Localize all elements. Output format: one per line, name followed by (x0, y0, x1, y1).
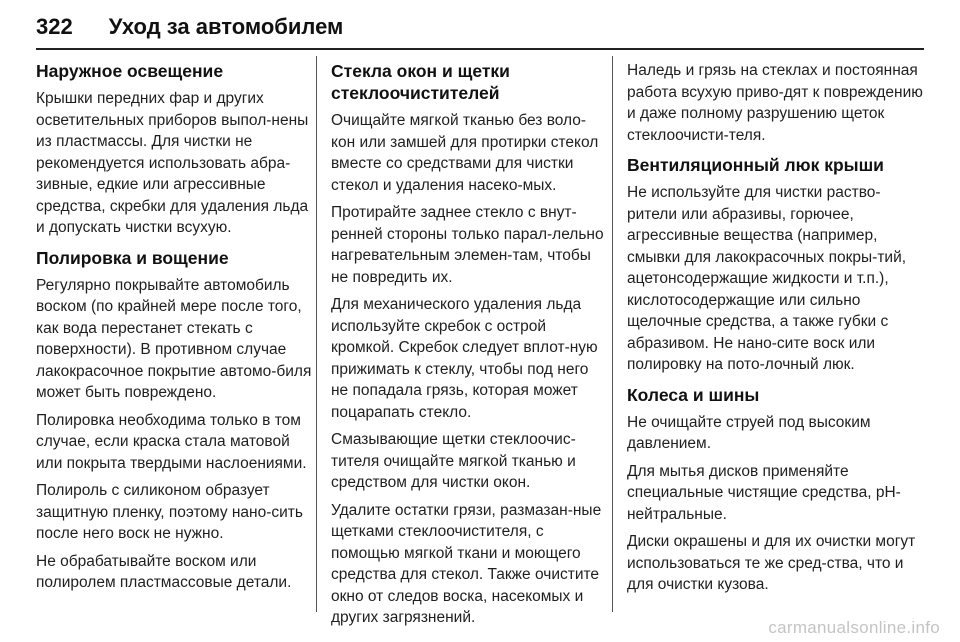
heading-sunroof: Вентиляционный люк крыши (627, 155, 884, 175)
heading-windows-wipers: Стекла окон и щетки стеклоочистителей (331, 61, 510, 103)
paragraph: Смазывающие щетки стеклоочис-тителя очищайте мягкой тканью и средством для чистки окон. (331, 431, 576, 491)
watermark: carmanualsonline.info (768, 618, 940, 637)
paragraph: Протирайте заднее стекло с внут-ренней стороны только парал-лельно нагревательным элемен-там, чтобы не повредить их. (331, 204, 604, 286)
heading-exterior-lighting: Наружное освещение (36, 61, 224, 81)
content-columns (36, 56, 924, 626)
paragraph: Не используйте для чистки раство-рители или абразивы, горючее, агрессивные вещества (например, смывки для лакокрасочных покры-тий, ацетонсодержащие жидкости и т.п.), кислотосодержащие или сильно щелочные средства, а также губки с абразивом. Не нано-сите воск или полировку на пото-лочный люк. (627, 184, 907, 373)
column-right (612, 56, 924, 612)
paragraph: Крышки передних фар и других осветительных приборов выпол-нены из пластмассы. Для чистки не рекомендуется использовать абра-зивные, едкие или агрессивные средства, скребки для удаления льда и допускать чистки всухую. (36, 90, 309, 236)
paragraph: Наледь и грязь на стеклах и постоянная работа всухую приво-дят к повреждению и даже полному разрушению щеток стеклоочисти-теля. (627, 62, 923, 144)
chapter-title: Уход за автомобилем (108, 14, 344, 39)
paragraph: Полировка необходима только в том случае, если краска стала матовой или покрыта твердыми наслоениями. (36, 411, 307, 472)
paragraph: Для механического удаления льда используйте скребок с острой кромкой. Скребок следует вплот-ную прижимать к стеклу, чтобы под него не попадала грязь, которая может поцарапать стекло. (331, 296, 598, 421)
page-header (36, 14, 343, 40)
paragraph: Полироль с силиконом образует защитную пленку, поэтому нано-сить после него воск не нужно. (36, 482, 303, 542)
column-middle (316, 56, 612, 626)
heading-polishing-waxing: Полировка и вощение (36, 247, 229, 268)
header-rule (36, 48, 924, 50)
column-left (36, 56, 316, 612)
page-number: 322 (36, 14, 73, 39)
paragraph: Для мытья дисков применяйте специальные чистящие средства, pH-нейтральные. (627, 462, 901, 523)
paragraph: Не обрабатывайте воском или полиролем пластмассовые детали. (36, 552, 292, 591)
paragraph: Удалите остатки грязи, размазан-ные щетками стеклоочистителя, с помощью мягкой ткани и моющего средства для стекол. Также очистите окно от следов воска, насекомых и других загрязнений. (331, 501, 602, 626)
paragraph: Регулярно покрывайте автомобиль воском (по крайней мере после того, как вода перестанет стекать с поверхности). В противном случае лакокрасочное покрытие автомо-биля может быть повреждено. (36, 276, 312, 401)
paragraph: Не очищайте струей под высоким давлением. (627, 413, 871, 452)
paragraph: Диски окрашены и для их очистки могут использоваться те же сред-ства, что и для очистки кузова. (627, 533, 916, 593)
paragraph: Очищайте мягкой тканью без воло-кон или замшей для протирки стекол вместе со средствами для чистки стекол и удаления насеко-мых. (331, 112, 599, 194)
heading-wheels-tyres: Колеса и шины (627, 384, 760, 405)
